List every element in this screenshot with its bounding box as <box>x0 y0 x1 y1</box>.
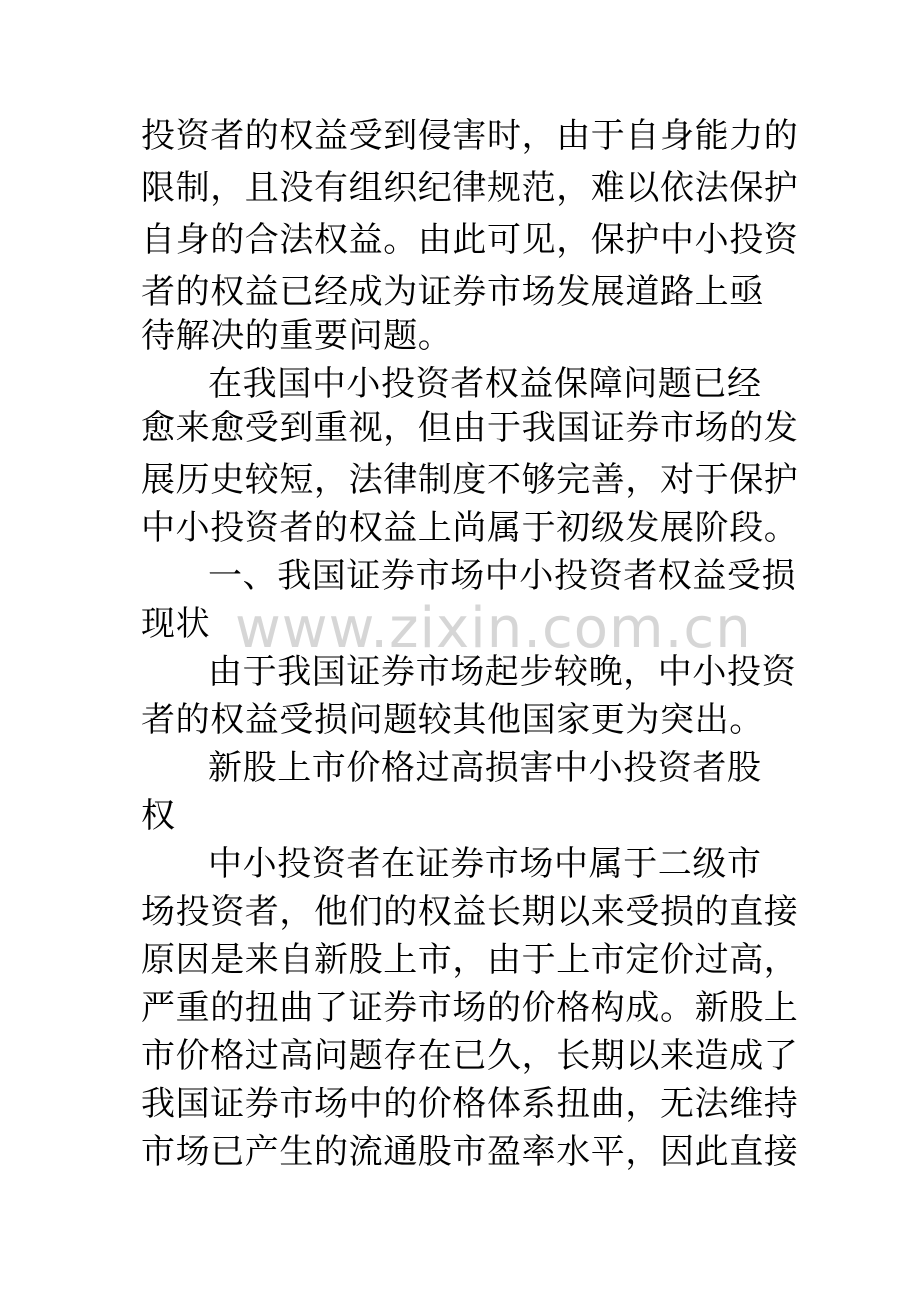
text-line: 场投资者，他们的权益长期以来受损的直接 <box>141 892 799 932</box>
text-line: 中小投资者的权益上尚属于初级发展阶段。 <box>141 508 799 548</box>
text-line: 者的权益已经成为证券市场发展道路上亟 <box>141 272 764 312</box>
text-line: 限制，且没有组织纪律规范，难以依法保护 <box>141 168 799 208</box>
text-line: 待解决的重要问题。 <box>141 316 453 356</box>
text-line: 我国证券市场中的价格体系扭曲，无法维持 <box>141 1084 799 1124</box>
section-heading-cont: 现状 <box>141 604 211 644</box>
text-line: 者的权益受损问题较其他国家更为突出。 <box>141 700 764 740</box>
text-line: 自身的合法权益。由此可见，保护中小投资 <box>141 220 799 260</box>
watermark: www.zixin.com.cn <box>235 596 752 661</box>
text-line: 愈来愈受到重视，但由于我国证券市场的发 <box>141 408 799 448</box>
paragraph-start: 中小投资者在证券市场中属于二级市 <box>208 844 762 884</box>
text-line: 严重的扭曲了证券市场的价格构成。新股上 <box>141 988 799 1028</box>
paragraph-start: 由于我国证券市场起步较晚，中小投资 <box>208 652 797 692</box>
text-line: 投资者的权益受到侵害时，由于自身能力的 <box>141 116 799 156</box>
subheading: 新股上市价格过高损害中小投资者股 <box>208 748 762 788</box>
subheading-cont: 权 <box>141 796 176 836</box>
section-heading: 一、我国证券市场中小投资者权益受损 <box>208 556 797 596</box>
text-line: 原因是来自新股上市，由于上市定价过高， <box>141 940 799 980</box>
text-line: 市价格过高问题存在已久，长期以来造成了 <box>141 1036 799 1076</box>
text-line: 展历史较短，法律制度不够完善，对于保护 <box>141 460 799 500</box>
text-line: 市场已产生的流通股市盈率水平，因此直接 <box>141 1132 799 1172</box>
paragraph-start: 在我国中小投资者权益保障问题已经 <box>208 364 762 404</box>
